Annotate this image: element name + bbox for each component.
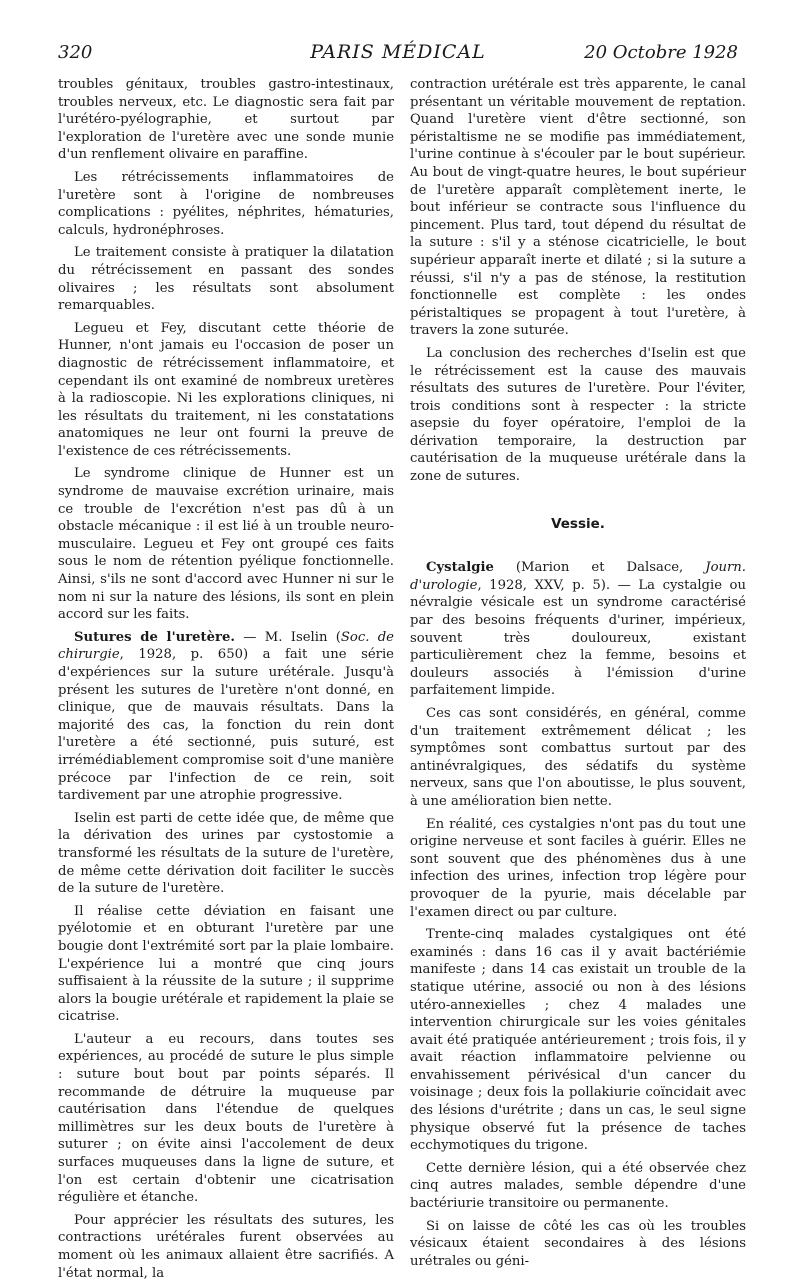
- paragraph: Le syndrome clinique de Hunner est un syndrome de mauvaise excrétion urinaire, mais ce trouble de l'excrétion n'est pas dû à un obstacle mécanique : il est lié à un trouble neuro-musculaire. Legueu et Fey ont groupé ces faits sous le nom de rétention pyélique fonctionnelle. Ainsi, s'ils ne sont d'accord avec Hunner ni sur le nom ni sur la nature des lésions, ils sont en plein accord sur les faits.: [58, 466, 394, 623]
- citation-journal: Soc. de chirurgie: [58, 629, 394, 663]
- issue-date: 20 Octobre 1928: [584, 42, 738, 63]
- paragraph: Legueu et Fey, discutant cette théorie de Hunner, n'ont jamais eu l'occasion de poser un diagnostic de rétrécissement inflammatoire, et cependant ils ont examiné de nombreux uretères à la radioscopie. Ni les explorations cliniques, ni les résultats du traitement, ni les constatations anatomiques ne leur ont fourni la preuve de l'existence de ces rétrécissements.: [58, 320, 394, 459]
- paragraph: Cette dernière lésion, qui a été observée chez cinq autres malades, semble dépendre d'une bactériurie transitoire ou permanente.: [410, 1160, 746, 1212]
- paragraph: Ces cas sont considérés, en général, comme d'un traitement extrêmement délicat ; les symptômes sont combattus surtout par des antinévralgiques, des sédatifs du système nerveux, sans que l'on aboutisse, le plus souvent, à une amélioration bien nette.: [410, 706, 746, 809]
- paragraph: La conclusion des recherches d'Iselin est que le rétrécissement est la cause des mauvais résultats des sutures de l'uretère. Pour l'éviter, trois conditions sont à respecter : la stricte asepsie du foyer opératoire, l'emploi de la dérivation temporaire, la destruction par cautérisation de la muqueuse urétérale dans la zone de sutures.: [410, 345, 746, 485]
- paragraph: Les rétrécissements inflammatoires de l'uretère sont à l'origine de nombreuses complications : pyélites, néphrites, hématuries, calculs, hydronéphroses.: [58, 169, 394, 238]
- paragraph: Pour apprécier les résultats des sutures, les contractions urétérales furent observées au moment où les animaux allaient être sacrifiés. A l'état normal, la: [58, 1212, 394, 1281]
- paragraph: En réalité, ces cystalgies n'ont pas du tout une origine nerveuse et sont faciles à guérir. Elles ne sont souvent que des phénomènes dus à une infection des urines, infection trop légère pour provoquer de la pyurie, mais décelable par l'examen direct ou par culture.: [410, 816, 746, 920]
- paragraph: Il réalise cette déviation en faisant une pyélotomie et en obturant l'uretère par une bougie dont l'extrémité sort par la plaie lombaire. L'expérience lui a montré que cinq jours suffisaient à la réussite de la suture ; il supprime alors la bougie urétérale et rapidement la plaie se cicatrise.: [58, 903, 394, 1025]
- paragraph-sutures: Sutures de l'uretère. — M. Iselin (Soc. de chirurgie, 1928, p. 650) a fait une série d'expériences sur la suture urétérale. Jusqu'à présent les sutures de l'uretère n'ont donné, en clinique, que de mauvais résultats. Dans la majorité des cas, la fonction du rein dont l'uretère a été sectionné, puis suturé, est irrémédiablement compromise soit d'une manière précoce par l'infection de ce rein, soit tardivement par une atrophie progressive.: [58, 629, 394, 804]
- page-header: [58, 42, 738, 72]
- paragraph-cystalgie: Cystalgie (Marion et Dalsace, Journ. d'urologie, 1928, XXV, p. 5). — La cystalgie ou névralgie vésicale est un syndrome caractérisé par des besoins fréquents d'uriner, impérieux, souvent très douloureux, existant particulièrement chez la femme, besoins et douleurs associés à l'émission d'urine parfaitement limpide.: [410, 560, 746, 699]
- paragraph: troubles génitaux, troubles gastro-intestinaux, troubles nerveux, etc. Le diagnostic sera fait par l'urétéro-pyélographie, et surtout par l'exploration de l'uretère avec une sonde munie d'un renflement olivaire en paraffine.: [58, 77, 394, 163]
- journal-title: PARIS MÉDICAL: [310, 41, 486, 63]
- paragraph: Le traitement consiste à pratiquer la dilatation du rétrécissement en passant des sondes olivaires ; les résultats sont absolument remarquables.: [58, 245, 394, 314]
- left-column: [58, 76, 394, 1287]
- sutures-heading: Sutures de l'uretère.: [74, 629, 235, 645]
- paragraph: L'auteur a eu recours, dans toutes ses expériences, au procédé de suture le plus simple : suture bout bout par points séparés. Il recommande de détruire la muqueuse par cautérisation dans l'étendue de quelques millimètres sur les deux bouts de l'uretère à suturer ; on évite ainsi l'accolement de deux surfaces muqueuses dans la ligne de suture, et l'on est certain d'obtenir une cicatrisation régulière et étanche.: [58, 1031, 394, 1206]
- paragraph: Iselin est parti de cette idée que, de même que la dérivation des urines par cystostomie a transformé les résultats de la suture de l'uretère, de même cette dérivation doit faciliter le succès de la suture de l'uretère.: [58, 810, 394, 897]
- paragraph: Si on laisse de côté les cas où les troubles vésicaux étaient secondaires à des lésions urétrales ou géni-: [410, 1218, 746, 1269]
- paragraph: Trente-cinq malades cystalgiques ont été examinés : dans 16 cas il y avait bactériémie manifeste ; dans 14 cas existait un trouble de la statique utérine, associé ou non à des lésions utéro-annexielles ; chez 4 malades une intervention chirurgicale sur les voies génitales avait été pratiquée antérieurement ; trois fois, il y avait réaction inflammatoire pelvienne ou envahissement périvésical d'un cancer du voisinage ; deux fois la pollakiurie coïncidait avec des lésions d'urétrite ; dans un cas, le seul signe physique observé fut la présence de taches ecchymotiques du trigone.: [410, 927, 746, 1154]
- paragraph: contraction urétérale est très apparente, le canal présentant un véritable mouvement de reptation. Quand l'uretère vient d'être sectionné, son péristaltisme ne se modifie pas immédiatement, l'urine continue à s'écouler par le bout supérieur. Au bout de vingt-quatre heures, le bout supérieur de l'uretère apparaît complètement inerte, le bout inférieur se contracte sous l'influence du pincement. Plus tard, tout dépend du résultat de la suture : s'il y a sténose cicatricielle, le bout supérieur apparaît inerte et dilaté ; si la suture a réussi, s'il n'y a pas de sténose, la restitution fonctionnelle est complète : les ondes péristaltiques se propagent à tout l'uretère, à travers la zone suturée.: [410, 77, 746, 339]
- page-number: 320: [58, 42, 93, 63]
- right-column: [410, 76, 746, 1275]
- citation-journal: Journ. d'urologie: [410, 560, 746, 593]
- section-title-vessie: Vessie.: [551, 515, 605, 532]
- cystalgie-heading: Cystalgie: [426, 560, 494, 576]
